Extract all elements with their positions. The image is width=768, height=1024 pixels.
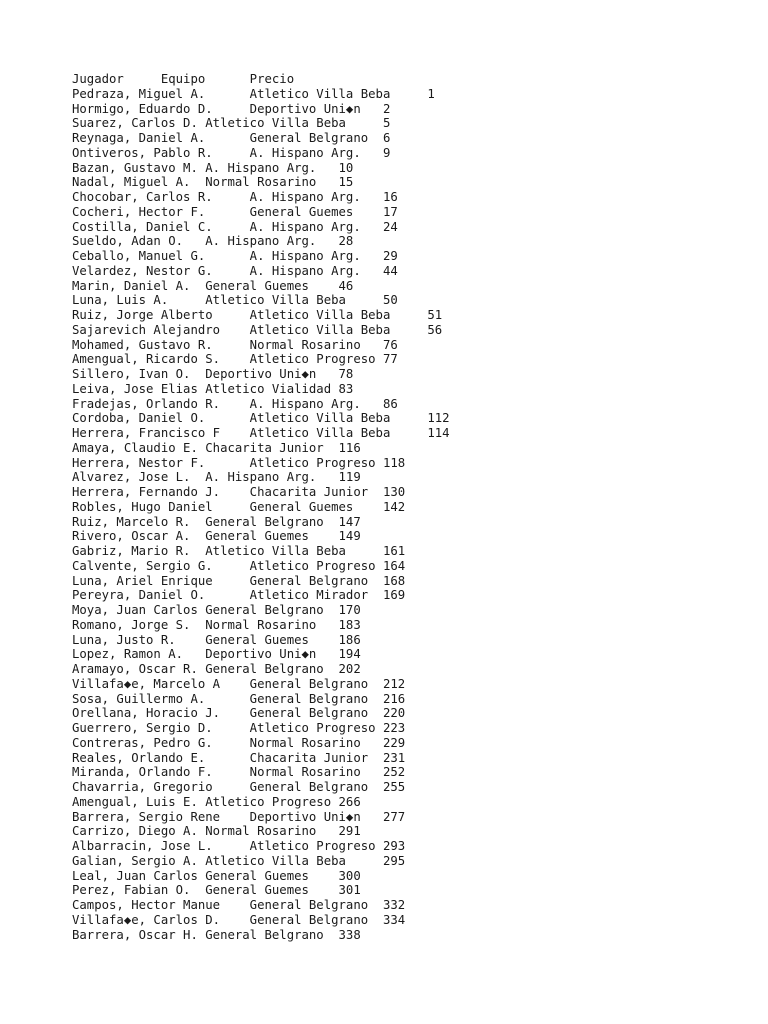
player-price-listing bbox=[72, 72, 450, 942]
listing-row: Amengual, Ricardo S. Atletico Progreso 77 bbox=[72, 352, 398, 367]
listing-row: Perez, Fabian O. General Guemes 301 bbox=[72, 883, 361, 898]
listing-row: Costilla, Daniel C. A. Hispano Arg. 24 bbox=[72, 219, 398, 234]
listing-row: Herrera, Nestor F. Atletico Progreso 118 bbox=[72, 455, 406, 470]
listing-row: Cordoba, Daniel O. Atletico Villa Beba 112 bbox=[72, 411, 450, 426]
listing-row: Amengual, Luis E. Atletico Progreso 266 bbox=[72, 794, 361, 809]
listing-row: Cocheri, Hector F. General Guemes 17 bbox=[72, 204, 398, 219]
listing-row: Robles, Hugo Daniel General Guemes 142 bbox=[72, 499, 406, 514]
listing-row: Pedraza, Miguel A. Atletico Villa Beba 1 bbox=[72, 86, 435, 101]
listing-row: Luna, Ariel Enrique General Belgrano 168 bbox=[72, 573, 406, 588]
listing-row: Contreras, Pedro G. Normal Rosarino 229 bbox=[72, 735, 406, 750]
listing-row: Herrera, Fernando J. Chacarita Junior 130 bbox=[72, 485, 406, 499]
listing-row: Sosa, Guillermo A. General Belgrano 216 bbox=[72, 691, 406, 706]
listing-row: Amaya, Claudio E. Chacarita Junior 116 bbox=[72, 440, 361, 455]
listing-row: Reynaga, Daniel A. General Belgrano 6 bbox=[72, 131, 391, 145]
listing-row: Carrizo, Diego A. Normal Rosarino 291 bbox=[72, 824, 361, 839]
listing-row: Pereyra, Daniel O. Atletico Mirador 169 bbox=[72, 588, 406, 603]
listing-row: Orellana, Horacio J. General Belgrano 220 bbox=[72, 706, 406, 721]
listing-row: Miranda, Orlando F. Normal Rosarino 252 bbox=[72, 765, 406, 780]
listing-row: Luna, Justo R. General Guemes 186 bbox=[72, 632, 361, 647]
listing-row: Galian, Sergio A. Atletico Villa Beba 295 bbox=[72, 853, 406, 868]
listing-row: Sajarevich Alejandro Atletico Villa Beba 56 bbox=[72, 322, 443, 337]
listing-row: Ontiveros, Pablo R. A. Hispano Arg. 9 bbox=[72, 145, 391, 160]
listing-row: Romano, Jorge S. Normal Rosarino 183 bbox=[72, 617, 361, 632]
listing-row: Reales, Orlando E. Chacarita Junior 231 bbox=[72, 750, 406, 765]
listing-row: Ruiz, Marcelo R. General Belgrano 147 bbox=[72, 514, 361, 529]
header-row: Jugador Equipo Precio bbox=[72, 72, 295, 86]
listing-row: Mohamed, Gustavo R. Normal Rosarino 76 bbox=[72, 337, 398, 352]
listing-row: Alvarez, Jose L. A. Hispano Arg. 119 bbox=[72, 470, 361, 485]
listing-row: Leal, Juan Carlos General Guemes 300 bbox=[72, 868, 361, 883]
listing-row: Sillero, Ivan O. Deportivo Uni◆n 78 bbox=[72, 367, 354, 381]
listing-row: Fradejas, Orlando R. A. Hispano Arg. 86 bbox=[72, 396, 398, 411]
listing-row: Lopez, Ramon A. Deportivo Uni◆n 194 bbox=[72, 647, 361, 662]
listing-row: Calvente, Sergio G. Atletico Progreso 164 bbox=[72, 558, 406, 573]
listing-row: Gabriz, Mario R. Atletico Villa Beba 161 bbox=[72, 544, 406, 558]
listing-row: Hormigo, Eduardo D. Deportivo Uni◆n 2 bbox=[72, 101, 391, 116]
listing-row: Suarez, Carlos D. Atletico Villa Beba 5 bbox=[72, 116, 391, 131]
listing-row: Villafa◆e, Carlos D. General Belgrano 334 bbox=[72, 912, 406, 927]
listing-row: Chavarria, Gregorio General Belgrano 255 bbox=[72, 780, 406, 794]
listing-row: Ruiz, Jorge Alberto Atletico Villa Beba 51 bbox=[72, 308, 443, 322]
listing-row: Aramayo, Oscar R. General Belgrano 202 bbox=[72, 662, 361, 676]
listing-row: Leiva, Jose Elias Atletico Vialidad 83 bbox=[72, 381, 354, 396]
listing-row: Velardez, Nestor G. A. Hispano Arg. 44 bbox=[72, 263, 398, 278]
listing-row: Chocobar, Carlos R. A. Hispano Arg. 16 bbox=[72, 190, 398, 204]
listing-row: Barrera, Sergio Rene Deportivo Uni◆n 277 bbox=[72, 809, 406, 824]
listing-row: Ceballo, Manuel G. A. Hispano Arg. 29 bbox=[72, 249, 398, 263]
listing-row: Campos, Hector Manue General Belgrano 332 bbox=[72, 898, 406, 912]
listing-row: Villafa◆e, Marcelo A General Belgrano 212 bbox=[72, 676, 406, 691]
listing-row: Moya, Juan Carlos General Belgrano 170 bbox=[72, 603, 361, 617]
listing-row: Barrera, Oscar H. General Belgrano 338 bbox=[72, 927, 361, 942]
listing-row: Guerrero, Sergio D. Atletico Progreso 223 bbox=[72, 721, 406, 735]
listing-row: Nadal, Miguel A. Normal Rosarino 15 bbox=[72, 175, 354, 190]
listing-row: Herrera, Francisco F Atletico Villa Beba 114 bbox=[72, 426, 450, 440]
listing-row: Sueldo, Adan O. A. Hispano Arg. 28 bbox=[72, 234, 354, 249]
listing-row: Marin, Daniel A. General Guemes 46 bbox=[72, 278, 354, 293]
listing-row: Luna, Luis A. Atletico Villa Beba 50 bbox=[72, 293, 398, 308]
listing-row: Albarracin, Jose L. Atletico Progreso 293 bbox=[72, 839, 406, 853]
listing-row: Rivero, Oscar A. General Guemes 149 bbox=[72, 529, 361, 544]
listing-row: Bazan, Gustavo M. A. Hispano Arg. 10 bbox=[72, 160, 354, 175]
